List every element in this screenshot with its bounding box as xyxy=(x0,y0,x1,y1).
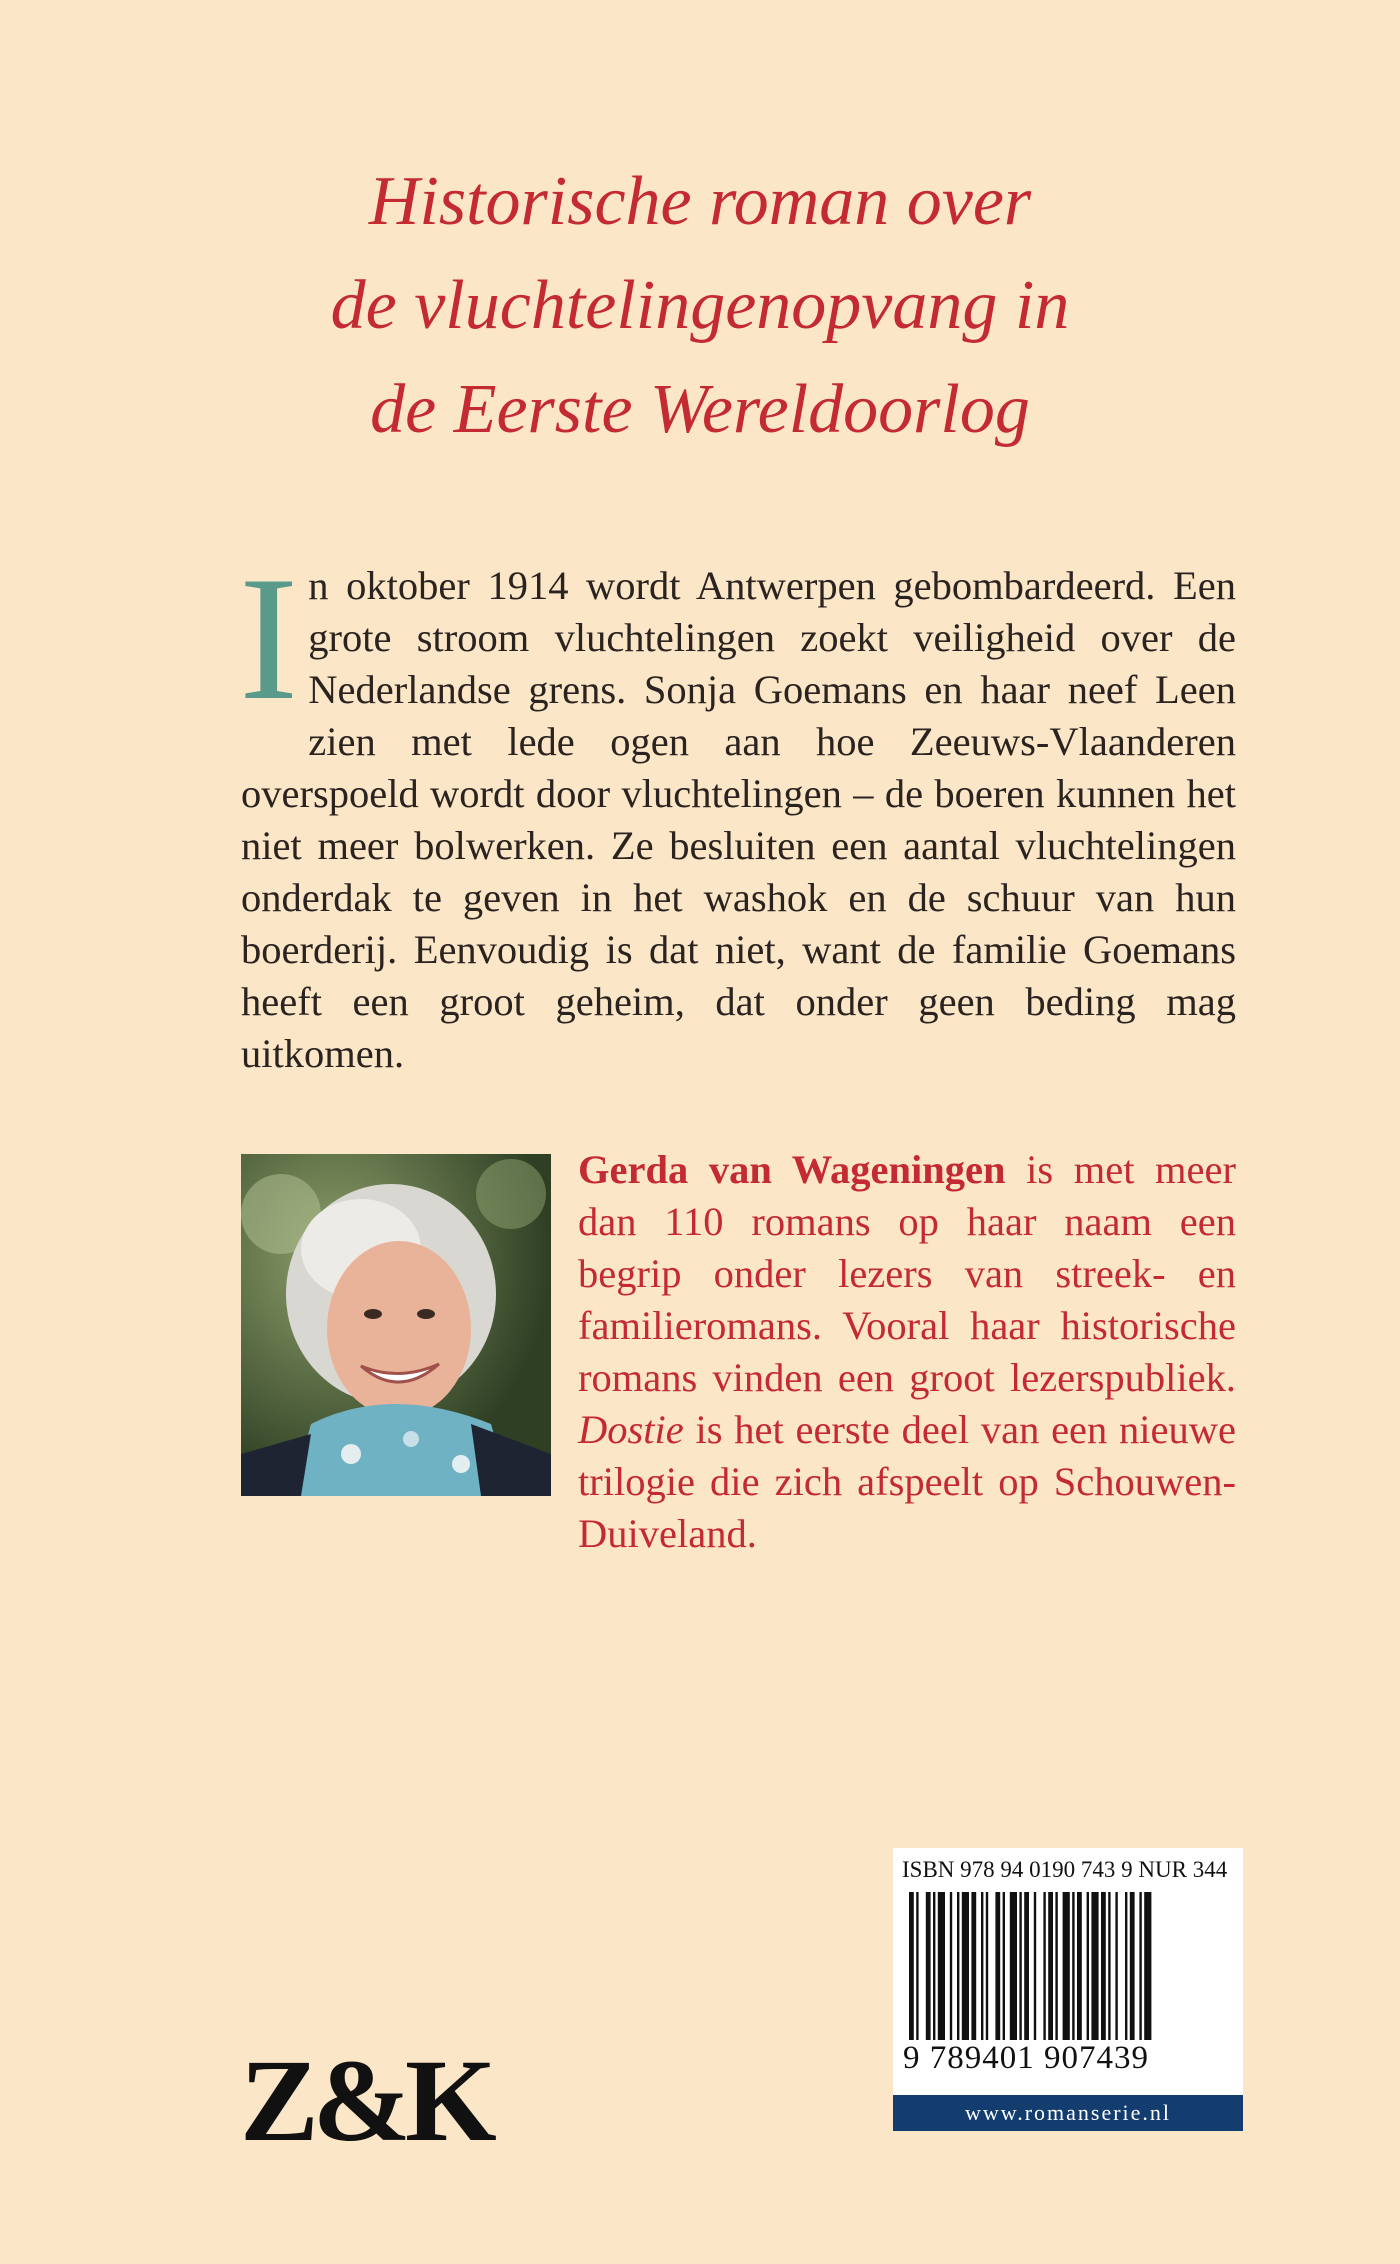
barcode-bar xyxy=(938,1892,945,2040)
barcode-bar xyxy=(957,1892,959,2040)
blurb xyxy=(239,539,1236,1080)
author-bio xyxy=(578,1144,1236,1560)
tagline-line-1: Historische roman over xyxy=(368,163,1032,240)
barcode-bar xyxy=(971,1892,976,2040)
barcode-bar xyxy=(981,1892,983,2040)
barcode-bar xyxy=(1125,1892,1127,2040)
barcode-bar xyxy=(995,1892,1000,2040)
barcode-bar xyxy=(1003,1892,1005,2040)
publisher-logo: Z&K xyxy=(240,2035,491,2166)
blurb-text: n oktober 1914 wordt Antwerpen gebombardeerd. Een grote stroom vluchtelingen zoekt veiligheid over de Nederlandse grens. Sonja Goemans en haar neef Leen zien met lede ogen aan hoe Zeeuws-Vlaanderen overspoeld wordt door vluchtelingen – de boeren kunnen het niet meer bolwerken. Ze besluiten een aantal vluchtelingen onderdak te geven in het washok en de schuur van hun boerderij. Eenvoudig is dat niet, want de familie Goemans heeft een groot geheim, dat onder geen beding mag uitkomen. xyxy=(241,563,1236,1076)
tagline-line-3: de Eerste Wereldoorlog xyxy=(370,371,1030,448)
author-bio-part-1: is met meer dan 110 romans op haar naam een begrip onder lezers van streek- en familieromans. Vooral haar historische romans vinden een groot lezerspubliek. xyxy=(578,1147,1236,1400)
author-bio-text xyxy=(578,1144,1236,1560)
author-photo xyxy=(241,1154,551,1496)
website-url[interactable]: www.romanserie.nl xyxy=(893,2095,1243,2131)
tagline xyxy=(250,150,1150,462)
barcode-digits: 9 789401 907439 xyxy=(903,2040,1149,2076)
barcode-bar xyxy=(1144,1892,1151,2040)
barcode-bar xyxy=(916,1892,918,2040)
barcode-bar xyxy=(1063,1892,1070,2040)
author-portrait-illustration xyxy=(241,1154,551,1496)
tagline-line-2: de vluchtelingenopvang in xyxy=(330,267,1070,344)
barcode-box xyxy=(893,1848,1243,2095)
barcode-bars xyxy=(909,1892,1227,2040)
barcode-bar xyxy=(933,1892,935,2040)
barcode-bar xyxy=(1024,1892,1029,2040)
barcode-bar xyxy=(1048,1892,1053,2040)
barcode-bar xyxy=(1055,1892,1057,2040)
barcode-bar xyxy=(1043,1892,1045,2040)
barcode-bar xyxy=(1019,1892,1021,2040)
barcode-bar xyxy=(1087,1892,1089,2040)
barcode-bar xyxy=(1072,1892,1074,2040)
author-name: Gerda van Wageningen xyxy=(578,1147,1006,1192)
barcode-bar xyxy=(986,1892,988,2040)
barcode-bar xyxy=(950,1892,952,2040)
barcode-bar xyxy=(1010,1892,1017,2040)
book-title: Dostie xyxy=(578,1407,684,1452)
barcode-bar xyxy=(1101,1892,1106,2040)
barcode-bar xyxy=(1108,1892,1110,2040)
author-bio-part-2: is het eerste deel van een nieuwe trilogie die zich afspeelt op Schouwen-Duiveland. xyxy=(578,1407,1236,1556)
barcode-bar xyxy=(962,1892,969,2040)
barcode-bar xyxy=(1115,1892,1117,2040)
barcode-bar xyxy=(909,1892,914,2040)
barcode-bar xyxy=(1130,1892,1135,2040)
barcode-bar xyxy=(1091,1892,1098,2040)
barcode-bar xyxy=(1034,1892,1036,2040)
barcode-bar xyxy=(1139,1892,1141,2040)
isbn-line: ISBN 978 94 0190 743 9 NUR 344 xyxy=(902,1857,1228,1882)
barcode-bar xyxy=(1077,1892,1082,2040)
drop-cap: I xyxy=(239,539,299,737)
barcode-bar xyxy=(926,1892,931,2040)
